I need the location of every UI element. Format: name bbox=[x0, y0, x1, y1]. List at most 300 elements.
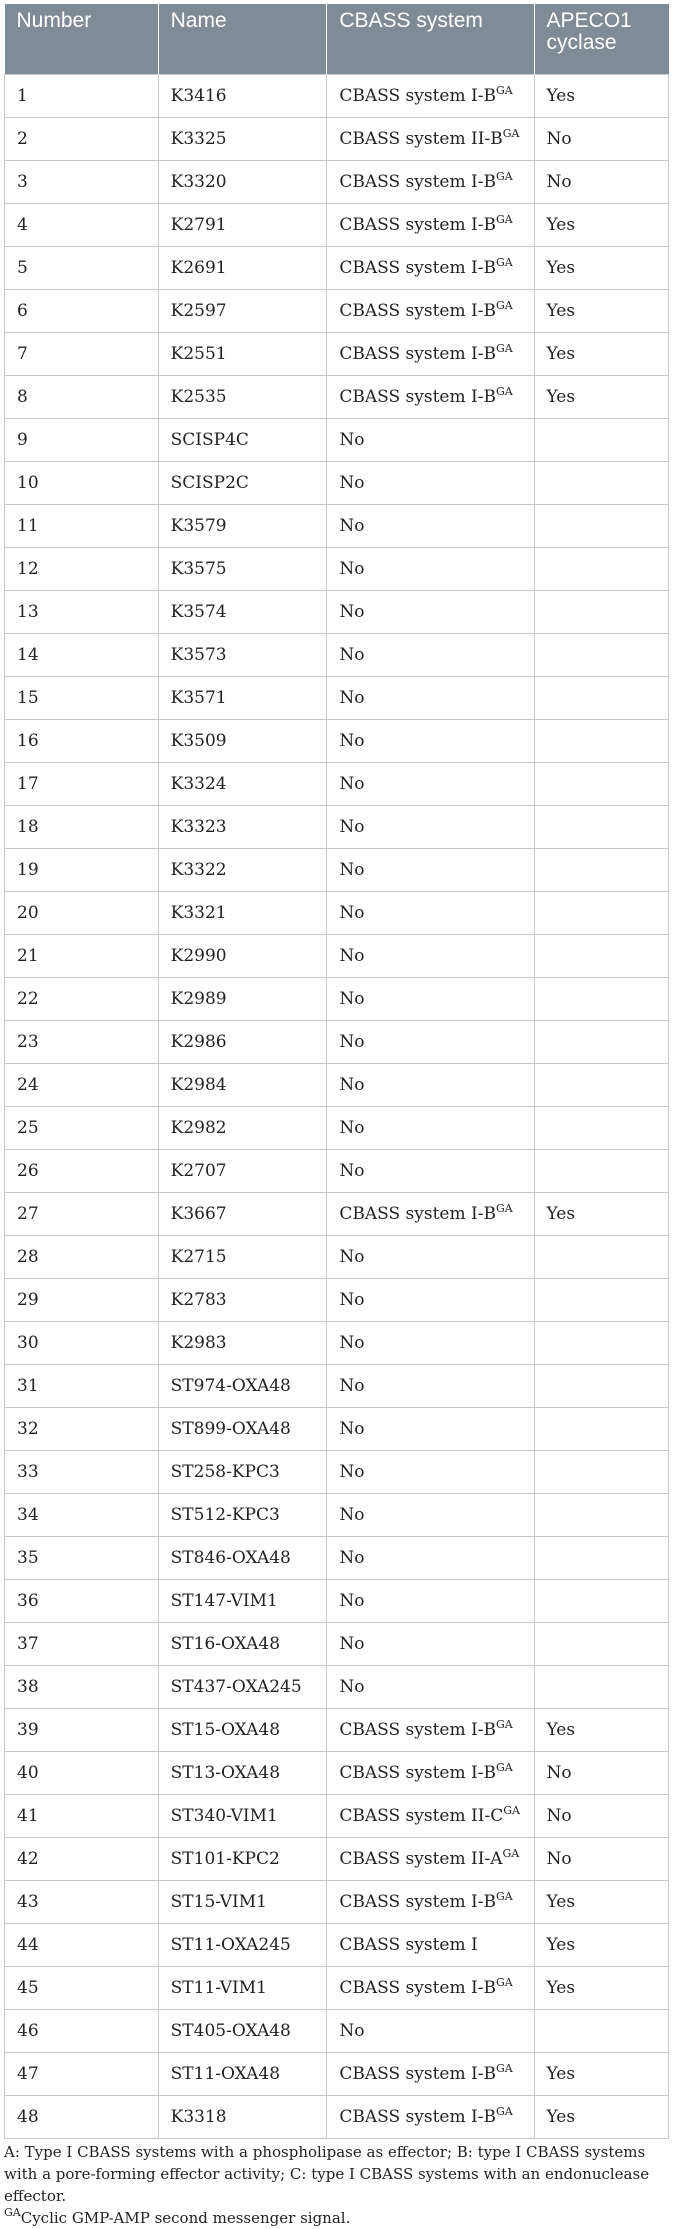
cell-number: 18 bbox=[5, 805, 159, 848]
cell-number: 42 bbox=[5, 1837, 159, 1880]
table-row bbox=[5, 289, 669, 332]
cell-apeco1-cyclase bbox=[534, 719, 668, 762]
cell-name: ST11-OXA245 bbox=[158, 1923, 327, 1966]
cell-cbass-system bbox=[327, 1192, 534, 1235]
cell-apeco1-cyclase bbox=[534, 805, 668, 848]
cell-number: 5 bbox=[5, 246, 159, 289]
cbass-system-text: CBASS system II-C bbox=[339, 1805, 504, 1826]
footnote-ga-superscript: GA bbox=[4, 2206, 21, 2219]
cell-name: K2707 bbox=[158, 1149, 327, 1192]
table-row bbox=[5, 74, 669, 117]
header-cbass-system: CBASS system bbox=[327, 4, 534, 74]
cell-number: 27 bbox=[5, 1192, 159, 1235]
signal-superscript: GA bbox=[495, 2061, 513, 2075]
cbass-system-text: No bbox=[339, 687, 365, 708]
cell-name: ST899-OXA48 bbox=[158, 1407, 327, 1450]
cell-name: ST15-OXA48 bbox=[158, 1708, 327, 1751]
cell-number: 32 bbox=[5, 1407, 159, 1450]
cell-name: ST101-KPC2 bbox=[158, 1837, 327, 1880]
cell-cbass-system bbox=[327, 504, 534, 547]
cell-apeco1-cyclase: Yes bbox=[534, 2095, 668, 2138]
cell-number: 30 bbox=[5, 1321, 159, 1364]
cbass-system-text: No bbox=[339, 1289, 365, 1310]
cell-number: 3 bbox=[5, 160, 159, 203]
table-row bbox=[5, 1794, 669, 1837]
cell-number: 12 bbox=[5, 547, 159, 590]
cbass-system-text: No bbox=[339, 1332, 365, 1353]
cell-number: 13 bbox=[5, 590, 159, 633]
cbass-system-text: CBASS system I-B bbox=[339, 1719, 496, 1740]
cell-name: ST437-OXA245 bbox=[158, 1665, 327, 1708]
cell-name: SCISP2C bbox=[158, 461, 327, 504]
cell-name: ST974-OXA48 bbox=[158, 1364, 327, 1407]
table-row bbox=[5, 418, 669, 461]
cell-cbass-system bbox=[327, 1235, 534, 1278]
cbass-system-text: CBASS system I-B bbox=[339, 214, 496, 235]
cell-number: 44 bbox=[5, 1923, 159, 1966]
cbass-system-text: No bbox=[339, 644, 365, 665]
cell-number: 8 bbox=[5, 375, 159, 418]
cell-apeco1-cyclase bbox=[534, 461, 668, 504]
cell-cbass-system bbox=[327, 1063, 534, 1106]
cell-name: K2535 bbox=[158, 375, 327, 418]
cbass-system-text: No bbox=[339, 472, 365, 493]
cell-apeco1-cyclase bbox=[534, 1622, 668, 1665]
cell-apeco1-cyclase: Yes bbox=[534, 1923, 668, 1966]
cell-name: K2691 bbox=[158, 246, 327, 289]
cell-name: ST147-VIM1 bbox=[158, 1579, 327, 1622]
cbass-system-text: No bbox=[339, 1547, 365, 1568]
cell-number: 34 bbox=[5, 1493, 159, 1536]
cell-cbass-system bbox=[327, 160, 534, 203]
table-row bbox=[5, 805, 669, 848]
cell-cbass-system bbox=[327, 2095, 534, 2138]
cell-cbass-system bbox=[327, 1450, 534, 1493]
cell-apeco1-cyclase bbox=[534, 590, 668, 633]
cell-name: K2982 bbox=[158, 1106, 327, 1149]
table-row bbox=[5, 2009, 669, 2052]
cell-number: 22 bbox=[5, 977, 159, 1020]
cell-apeco1-cyclase bbox=[534, 934, 668, 977]
cell-cbass-system bbox=[327, 1794, 534, 1837]
footnote-ga-text: Cyclic GMP-AMP second messenger signal. bbox=[20, 2209, 351, 2227]
cell-name: K3321 bbox=[158, 891, 327, 934]
cbass-system-text: No bbox=[339, 1676, 365, 1697]
cell-apeco1-cyclase bbox=[534, 1536, 668, 1579]
cell-cbass-system bbox=[327, 1493, 534, 1536]
cell-apeco1-cyclase bbox=[534, 1106, 668, 1149]
cell-cbass-system bbox=[327, 246, 534, 289]
cbass-system-text: No bbox=[339, 816, 365, 837]
table-row bbox=[5, 2052, 669, 2095]
cell-name: K2791 bbox=[158, 203, 327, 246]
cell-cbass-system bbox=[327, 1020, 534, 1063]
cell-number: 1 bbox=[5, 74, 159, 117]
cell-name: K3416 bbox=[158, 74, 327, 117]
cbass-system-text: No bbox=[339, 1504, 365, 1525]
signal-superscript: GA bbox=[495, 169, 513, 183]
cbass-system-text: No bbox=[339, 601, 365, 622]
cell-number: 11 bbox=[5, 504, 159, 547]
cell-cbass-system bbox=[327, 1407, 534, 1450]
cbass-system-text: No bbox=[339, 730, 365, 751]
cell-number: 38 bbox=[5, 1665, 159, 1708]
cell-apeco1-cyclase bbox=[534, 891, 668, 934]
table-row bbox=[5, 1751, 669, 1794]
cbass-system-text: No bbox=[339, 1160, 365, 1181]
cell-apeco1-cyclase bbox=[534, 1665, 668, 1708]
cell-apeco1-cyclase bbox=[534, 1579, 668, 1622]
table-row bbox=[5, 203, 669, 246]
cbass-system-text: CBASS system I-B bbox=[339, 1203, 496, 1224]
cbass-system-text: CBASS system I-B bbox=[339, 1762, 496, 1783]
cell-number: 28 bbox=[5, 1235, 159, 1278]
table-row bbox=[5, 160, 669, 203]
cell-name: K3324 bbox=[158, 762, 327, 805]
cell-apeco1-cyclase: Yes bbox=[534, 375, 668, 418]
cell-number: 43 bbox=[5, 1880, 159, 1923]
cbass-system-text: No bbox=[339, 1246, 365, 1267]
signal-superscript: GA bbox=[495, 341, 513, 355]
cell-cbass-system bbox=[327, 848, 534, 891]
table-row bbox=[5, 1235, 669, 1278]
cell-cbass-system bbox=[327, 633, 534, 676]
cell-number: 39 bbox=[5, 1708, 159, 1751]
cbass-system-text: CBASS system I-B bbox=[339, 2063, 496, 2084]
cell-apeco1-cyclase bbox=[534, 633, 668, 676]
cell-name: K3509 bbox=[158, 719, 327, 762]
cbass-system-text: No bbox=[339, 1375, 365, 1396]
cell-number: 36 bbox=[5, 1579, 159, 1622]
cell-apeco1-cyclase bbox=[534, 1278, 668, 1321]
cell-cbass-system bbox=[327, 891, 534, 934]
cell-number: 45 bbox=[5, 1966, 159, 2009]
cell-number: 10 bbox=[5, 461, 159, 504]
cell-apeco1-cyclase bbox=[534, 1450, 668, 1493]
cell-apeco1-cyclase: Yes bbox=[534, 74, 668, 117]
table-row bbox=[5, 1149, 669, 1192]
cell-name: K3322 bbox=[158, 848, 327, 891]
cell-cbass-system bbox=[327, 375, 534, 418]
cbass-system-text: No bbox=[339, 773, 365, 794]
signal-superscript: GA bbox=[495, 384, 513, 398]
cell-name: K2984 bbox=[158, 1063, 327, 1106]
table-row bbox=[5, 547, 669, 590]
table-header bbox=[5, 4, 669, 74]
cell-name: K3573 bbox=[158, 633, 327, 676]
cbass-system-text: CBASS system I-B bbox=[339, 257, 496, 278]
cell-number: 46 bbox=[5, 2009, 159, 2052]
cell-cbass-system bbox=[327, 676, 534, 719]
cell-apeco1-cyclase: Yes bbox=[534, 1708, 668, 1751]
table-row bbox=[5, 1450, 669, 1493]
table-row bbox=[5, 246, 669, 289]
table-row bbox=[5, 2095, 669, 2138]
cell-name: K2783 bbox=[158, 1278, 327, 1321]
cell-cbass-system bbox=[327, 461, 534, 504]
cell-number: 16 bbox=[5, 719, 159, 762]
cell-name: K3667 bbox=[158, 1192, 327, 1235]
cell-name: K2989 bbox=[158, 977, 327, 1020]
table-row bbox=[5, 375, 669, 418]
cell-apeco1-cyclase bbox=[534, 1493, 668, 1536]
table-row bbox=[5, 1665, 669, 1708]
table-row bbox=[5, 1923, 669, 1966]
cell-apeco1-cyclase bbox=[534, 1364, 668, 1407]
cell-name: K2715 bbox=[158, 1235, 327, 1278]
cell-number: 6 bbox=[5, 289, 159, 332]
cell-apeco1-cyclase bbox=[534, 1063, 668, 1106]
cell-name: ST15-VIM1 bbox=[158, 1880, 327, 1923]
cell-name: K2986 bbox=[158, 1020, 327, 1063]
table-row bbox=[5, 1622, 669, 1665]
cell-number: 21 bbox=[5, 934, 159, 977]
cell-cbass-system bbox=[327, 418, 534, 461]
table-footnote bbox=[4, 2141, 669, 2229]
table-row bbox=[5, 762, 669, 805]
cell-cbass-system bbox=[327, 1966, 534, 2009]
cell-number: 33 bbox=[5, 1450, 159, 1493]
cell-number: 7 bbox=[5, 332, 159, 375]
cell-apeco1-cyclase: Yes bbox=[534, 1192, 668, 1235]
cbass-system-text: No bbox=[339, 1633, 365, 1654]
table-row bbox=[5, 1364, 669, 1407]
cell-name: ST512-KPC3 bbox=[158, 1493, 327, 1536]
footnote-effector-legend: A: Type I CBASS systems with a phospholipase as effector; B: type I CBASS systems with a pore-forming effector activity; C: type I CBASS systems with an endonuclease effector. bbox=[4, 2143, 650, 2205]
cbass-system-text: CBASS system I-B bbox=[339, 343, 496, 364]
cell-number: 48 bbox=[5, 2095, 159, 2138]
cell-apeco1-cyclase bbox=[534, 762, 668, 805]
cell-cbass-system bbox=[327, 547, 534, 590]
table-row bbox=[5, 1837, 669, 1880]
cbass-system-text: No bbox=[339, 1418, 365, 1439]
cell-cbass-system bbox=[327, 1321, 534, 1364]
cell-number: 47 bbox=[5, 2052, 159, 2095]
signal-superscript: GA bbox=[495, 212, 513, 226]
cbass-system-text: No bbox=[339, 1031, 365, 1052]
cell-apeco1-cyclase bbox=[534, 1407, 668, 1450]
cell-name: ST258-KPC3 bbox=[158, 1450, 327, 1493]
cell-apeco1-cyclase: Yes bbox=[534, 246, 668, 289]
cbass-system-text: No bbox=[339, 1074, 365, 1095]
cell-name: K3574 bbox=[158, 590, 327, 633]
cell-name: ST16-OXA48 bbox=[158, 1622, 327, 1665]
header-apeco1-cyclase: APECO1 cyclase bbox=[534, 4, 668, 74]
table-row bbox=[5, 977, 669, 1020]
cbass-system-text: CBASS system I-B bbox=[339, 85, 496, 106]
table-row bbox=[5, 1493, 669, 1536]
cell-cbass-system bbox=[327, 1880, 534, 1923]
cell-name: K2983 bbox=[158, 1321, 327, 1364]
cell-number: 37 bbox=[5, 1622, 159, 1665]
cell-number: 29 bbox=[5, 1278, 159, 1321]
cell-number: 4 bbox=[5, 203, 159, 246]
cell-apeco1-cyclase bbox=[534, 504, 668, 547]
cell-apeco1-cyclase: No bbox=[534, 117, 668, 160]
cell-number: 25 bbox=[5, 1106, 159, 1149]
table-row bbox=[5, 1278, 669, 1321]
cell-number: 17 bbox=[5, 762, 159, 805]
cell-cbass-system bbox=[327, 1751, 534, 1794]
table-row bbox=[5, 504, 669, 547]
cell-cbass-system bbox=[327, 1149, 534, 1192]
cell-cbass-system bbox=[327, 1837, 534, 1880]
signal-superscript: GA bbox=[495, 1889, 513, 1903]
cell-number: 2 bbox=[5, 117, 159, 160]
cell-name: ST13-OXA48 bbox=[158, 1751, 327, 1794]
cell-name: ST340-VIM1 bbox=[158, 1794, 327, 1837]
cell-name: ST846-OXA48 bbox=[158, 1536, 327, 1579]
cell-apeco1-cyclase: Yes bbox=[534, 203, 668, 246]
signal-superscript: GA bbox=[495, 2104, 513, 2118]
table-row bbox=[5, 1063, 669, 1106]
table-body bbox=[5, 74, 669, 2138]
cell-cbass-system bbox=[327, 1536, 534, 1579]
cell-number: 31 bbox=[5, 1364, 159, 1407]
cell-cbass-system bbox=[327, 1665, 534, 1708]
cell-number: 9 bbox=[5, 418, 159, 461]
cell-apeco1-cyclase bbox=[534, 848, 668, 891]
cell-cbass-system bbox=[327, 1923, 534, 1966]
signal-superscript: GA bbox=[495, 83, 513, 97]
cbass-system-text: No bbox=[339, 429, 365, 450]
cbass-system-text: CBASS system I-B bbox=[339, 171, 496, 192]
table-row bbox=[5, 1192, 669, 1235]
cell-number: 20 bbox=[5, 891, 159, 934]
cbass-system-text: CBASS system I-B bbox=[339, 300, 496, 321]
table-row bbox=[5, 676, 669, 719]
cbass-table bbox=[4, 4, 669, 2139]
table-row bbox=[5, 117, 669, 160]
cbass-system-text: No bbox=[339, 902, 365, 923]
cell-cbass-system bbox=[327, 762, 534, 805]
signal-superscript: GA bbox=[495, 255, 513, 269]
cell-apeco1-cyclase: No bbox=[534, 160, 668, 203]
cell-name: K2990 bbox=[158, 934, 327, 977]
cell-name: K3571 bbox=[158, 676, 327, 719]
table-row bbox=[5, 1106, 669, 1149]
cell-apeco1-cyclase: No bbox=[534, 1837, 668, 1880]
table-row bbox=[5, 590, 669, 633]
header-name: Name bbox=[158, 4, 327, 74]
cell-apeco1-cyclase bbox=[534, 1321, 668, 1364]
cbass-system-text: CBASS system I-B bbox=[339, 386, 496, 407]
cell-cbass-system bbox=[327, 2052, 534, 2095]
cell-name: K3325 bbox=[158, 117, 327, 160]
table-row bbox=[5, 1020, 669, 1063]
signal-superscript: GA bbox=[503, 1803, 520, 1817]
signal-superscript: GA bbox=[495, 1717, 513, 1731]
table-row bbox=[5, 719, 669, 762]
cbass-system-text: No bbox=[339, 515, 365, 536]
cell-cbass-system bbox=[327, 289, 534, 332]
cbass-system-text: CBASS system I bbox=[339, 1934, 478, 1955]
cbass-system-text: CBASS system I-B bbox=[339, 1977, 496, 1998]
cell-cbass-system bbox=[327, 1708, 534, 1751]
table-row bbox=[5, 1407, 669, 1450]
table-row bbox=[5, 461, 669, 504]
table-row bbox=[5, 332, 669, 375]
cbass-system-text: CBASS system II-B bbox=[339, 128, 503, 149]
cell-apeco1-cyclase: Yes bbox=[534, 289, 668, 332]
cell-cbass-system bbox=[327, 805, 534, 848]
cell-cbass-system bbox=[327, 332, 534, 375]
signal-superscript: GA bbox=[495, 1760, 513, 1774]
cell-number: 35 bbox=[5, 1536, 159, 1579]
cbass-system-text: No bbox=[339, 1461, 365, 1482]
cell-cbass-system bbox=[327, 934, 534, 977]
cell-cbass-system bbox=[327, 203, 534, 246]
cell-number: 26 bbox=[5, 1149, 159, 1192]
signal-superscript: GA bbox=[502, 1846, 520, 1860]
table-row bbox=[5, 633, 669, 676]
cell-apeco1-cyclase: Yes bbox=[534, 1880, 668, 1923]
cbass-system-text: No bbox=[339, 2020, 365, 2041]
cell-apeco1-cyclase bbox=[534, 977, 668, 1020]
table-row bbox=[5, 1880, 669, 1923]
cell-cbass-system bbox=[327, 117, 534, 160]
table-row bbox=[5, 1321, 669, 1364]
cell-name: SCISP4C bbox=[158, 418, 327, 461]
cbass-system-text: No bbox=[339, 1117, 365, 1138]
signal-superscript: GA bbox=[495, 1201, 513, 1215]
cell-name: K2551 bbox=[158, 332, 327, 375]
cell-apeco1-cyclase bbox=[534, 676, 668, 719]
cell-apeco1-cyclase bbox=[534, 1235, 668, 1278]
cell-apeco1-cyclase: No bbox=[534, 1794, 668, 1837]
signal-superscript: GA bbox=[502, 126, 520, 140]
cell-cbass-system bbox=[327, 2009, 534, 2052]
cell-name: ST11-OXA48 bbox=[158, 2052, 327, 2095]
cell-cbass-system bbox=[327, 590, 534, 633]
cbass-system-text: No bbox=[339, 1590, 365, 1611]
table-row bbox=[5, 1708, 669, 1751]
cell-name: ST11-VIM1 bbox=[158, 1966, 327, 2009]
table-row bbox=[5, 848, 669, 891]
cell-number: 23 bbox=[5, 1020, 159, 1063]
cell-apeco1-cyclase: Yes bbox=[534, 2052, 668, 2095]
cell-number: 19 bbox=[5, 848, 159, 891]
cbass-system-text: No bbox=[339, 988, 365, 1009]
cell-cbass-system bbox=[327, 1364, 534, 1407]
cell-number: 40 bbox=[5, 1751, 159, 1794]
cbass-system-text: No bbox=[339, 558, 365, 579]
cell-apeco1-cyclase bbox=[534, 2009, 668, 2052]
cell-cbass-system bbox=[327, 977, 534, 1020]
cell-apeco1-cyclase: Yes bbox=[534, 332, 668, 375]
cell-cbass-system bbox=[327, 719, 534, 762]
cell-name: K3579 bbox=[158, 504, 327, 547]
cell-cbass-system bbox=[327, 1278, 534, 1321]
cell-cbass-system bbox=[327, 74, 534, 117]
cell-apeco1-cyclase: Yes bbox=[534, 1966, 668, 2009]
signal-superscript: GA bbox=[495, 298, 513, 312]
cell-apeco1-cyclase bbox=[534, 547, 668, 590]
table-row bbox=[5, 934, 669, 977]
cbass-system-text: CBASS system I-B bbox=[339, 2106, 496, 2127]
cbass-system-text: No bbox=[339, 859, 365, 880]
cell-name: K3318 bbox=[158, 2095, 327, 2138]
cell-apeco1-cyclase: No bbox=[534, 1751, 668, 1794]
cell-apeco1-cyclase bbox=[534, 418, 668, 461]
cell-number: 15 bbox=[5, 676, 159, 719]
cell-name: K3320 bbox=[158, 160, 327, 203]
cbass-system-text: No bbox=[339, 945, 365, 966]
footnote-ga-legend bbox=[4, 2207, 669, 2229]
cell-cbass-system bbox=[327, 1579, 534, 1622]
header-row bbox=[5, 4, 669, 74]
cell-apeco1-cyclase bbox=[534, 1149, 668, 1192]
